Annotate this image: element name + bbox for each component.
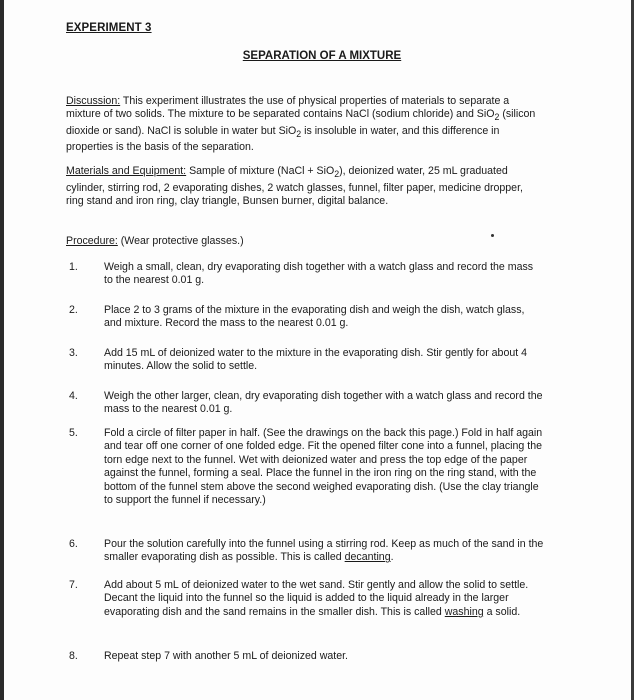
step-number: 3. [69, 347, 78, 359]
step-text: Place 2 to 3 grams of the mixture in the evaporating dish and weigh the dish, watch glass, and mixture. Record the mass to the nearest 0.01 g. [104, 304, 525, 330]
subscript-2: 2 [334, 169, 340, 180]
page-title: SEPARATION OF A MIXTURE [242, 50, 402, 62]
procedure-heading [66, 235, 536, 248]
step-number: 7. [69, 579, 78, 591]
step-text: Weigh the other larger, clean, dry evaporating dish together with a watch glass and record the mass to the nearest 0.01 g. [104, 390, 543, 416]
materials-paragraph [66, 165, 536, 208]
discussion-text-3: is insoluble in water, and this difference in properties is the basis of the separation. [66, 124, 500, 154]
materials-text-2: ), deionized water, 25 mL graduated cylinder, stirring rod, 2 evaporating dishes, 2 watch glasses, funnel, filter paper, medicine dropper, ring stand and iron ring, clay triangle, Bunsen burner, digital balance. [66, 165, 523, 207]
procedure-label: Procedure: [66, 235, 118, 247]
step-text [104, 538, 544, 565]
step-number: 6. [69, 538, 78, 550]
step-text [104, 579, 544, 619]
materials-label: Materials and Equipment: [66, 165, 187, 177]
subscript-2: 2 [494, 112, 500, 123]
step-number: 2. [69, 304, 78, 316]
step-number: 1. [69, 261, 78, 273]
step-text-part: Pour the solution carefully into the funnel using a stirring rod. Keep as much of the sand in the smaller evaporating dish as possible. This is called [104, 538, 544, 564]
materials-text-1: Sample of mixture (NaCl + SiO [186, 165, 335, 177]
page-edge-left [0, 0, 4, 700]
step-text-part: Add about 5 mL of deionized water to the wet sand. Stir gently and allow the solid to settle. Decant the liquid into the funnel so the liquid is added to the liquid already in the larger evaporating dish and the sand remains in the smaller dish. This is called [104, 579, 529, 618]
step-number: 5. [69, 427, 78, 439]
step-number: 4. [69, 390, 78, 402]
step-text-part: . [390, 551, 394, 564]
procedure-note: (Wear protective glasses.) [117, 235, 244, 247]
step-text: Repeat step 7 with another 5 mL of deionized water. [104, 650, 349, 662]
term-washing: washing [444, 605, 484, 618]
subscript-2: 2 [296, 129, 302, 140]
step-text: Weigh a small, clean, dry evaporating dish together with a watch glass and record the mass to the nearest 0.01 g. [104, 261, 534, 287]
discussion-paragraph [66, 95, 536, 155]
step-text: Fold a circle of filter paper in half. (See the drawings on the back this page.) Fold in half again and tear off one corner of one folded edge. Fit the opened filter cone into a funnel, placing the torn edge next to the funnel. Wet with deionized water and press the top edge of the paper against the funnel, forming a seal. Place the funnel in the iron ring on the ring stand, with the bottom of the funnel stem above the second weighed evaporating dish. (Use the clay triangle to support the funnel if necessary.) [104, 427, 543, 507]
experiment-label: EXPERIMENT 3 [66, 22, 152, 34]
discussion-label: Discussion: [66, 95, 121, 107]
discussion-text-1: This experiment illustrates the use of physical properties of materials to separate a mixture of two solids. The mixture to be separated contains NaCl (sodium chloride) and SiO [66, 95, 510, 121]
term-decanting: decanting [344, 551, 391, 564]
discussion-text-2: (silicon dioxide or sand). NaCl is soluble in water but SiO [66, 108, 536, 137]
step-text-part: a solid. [483, 605, 521, 618]
stray-dot [491, 234, 494, 237]
step-number: 8. [69, 650, 78, 662]
step-text: Add 15 mL of deionized water to the mixture in the evaporating dish. Stir gently for about 4 minutes. Allow the solid to settle. [104, 347, 528, 373]
